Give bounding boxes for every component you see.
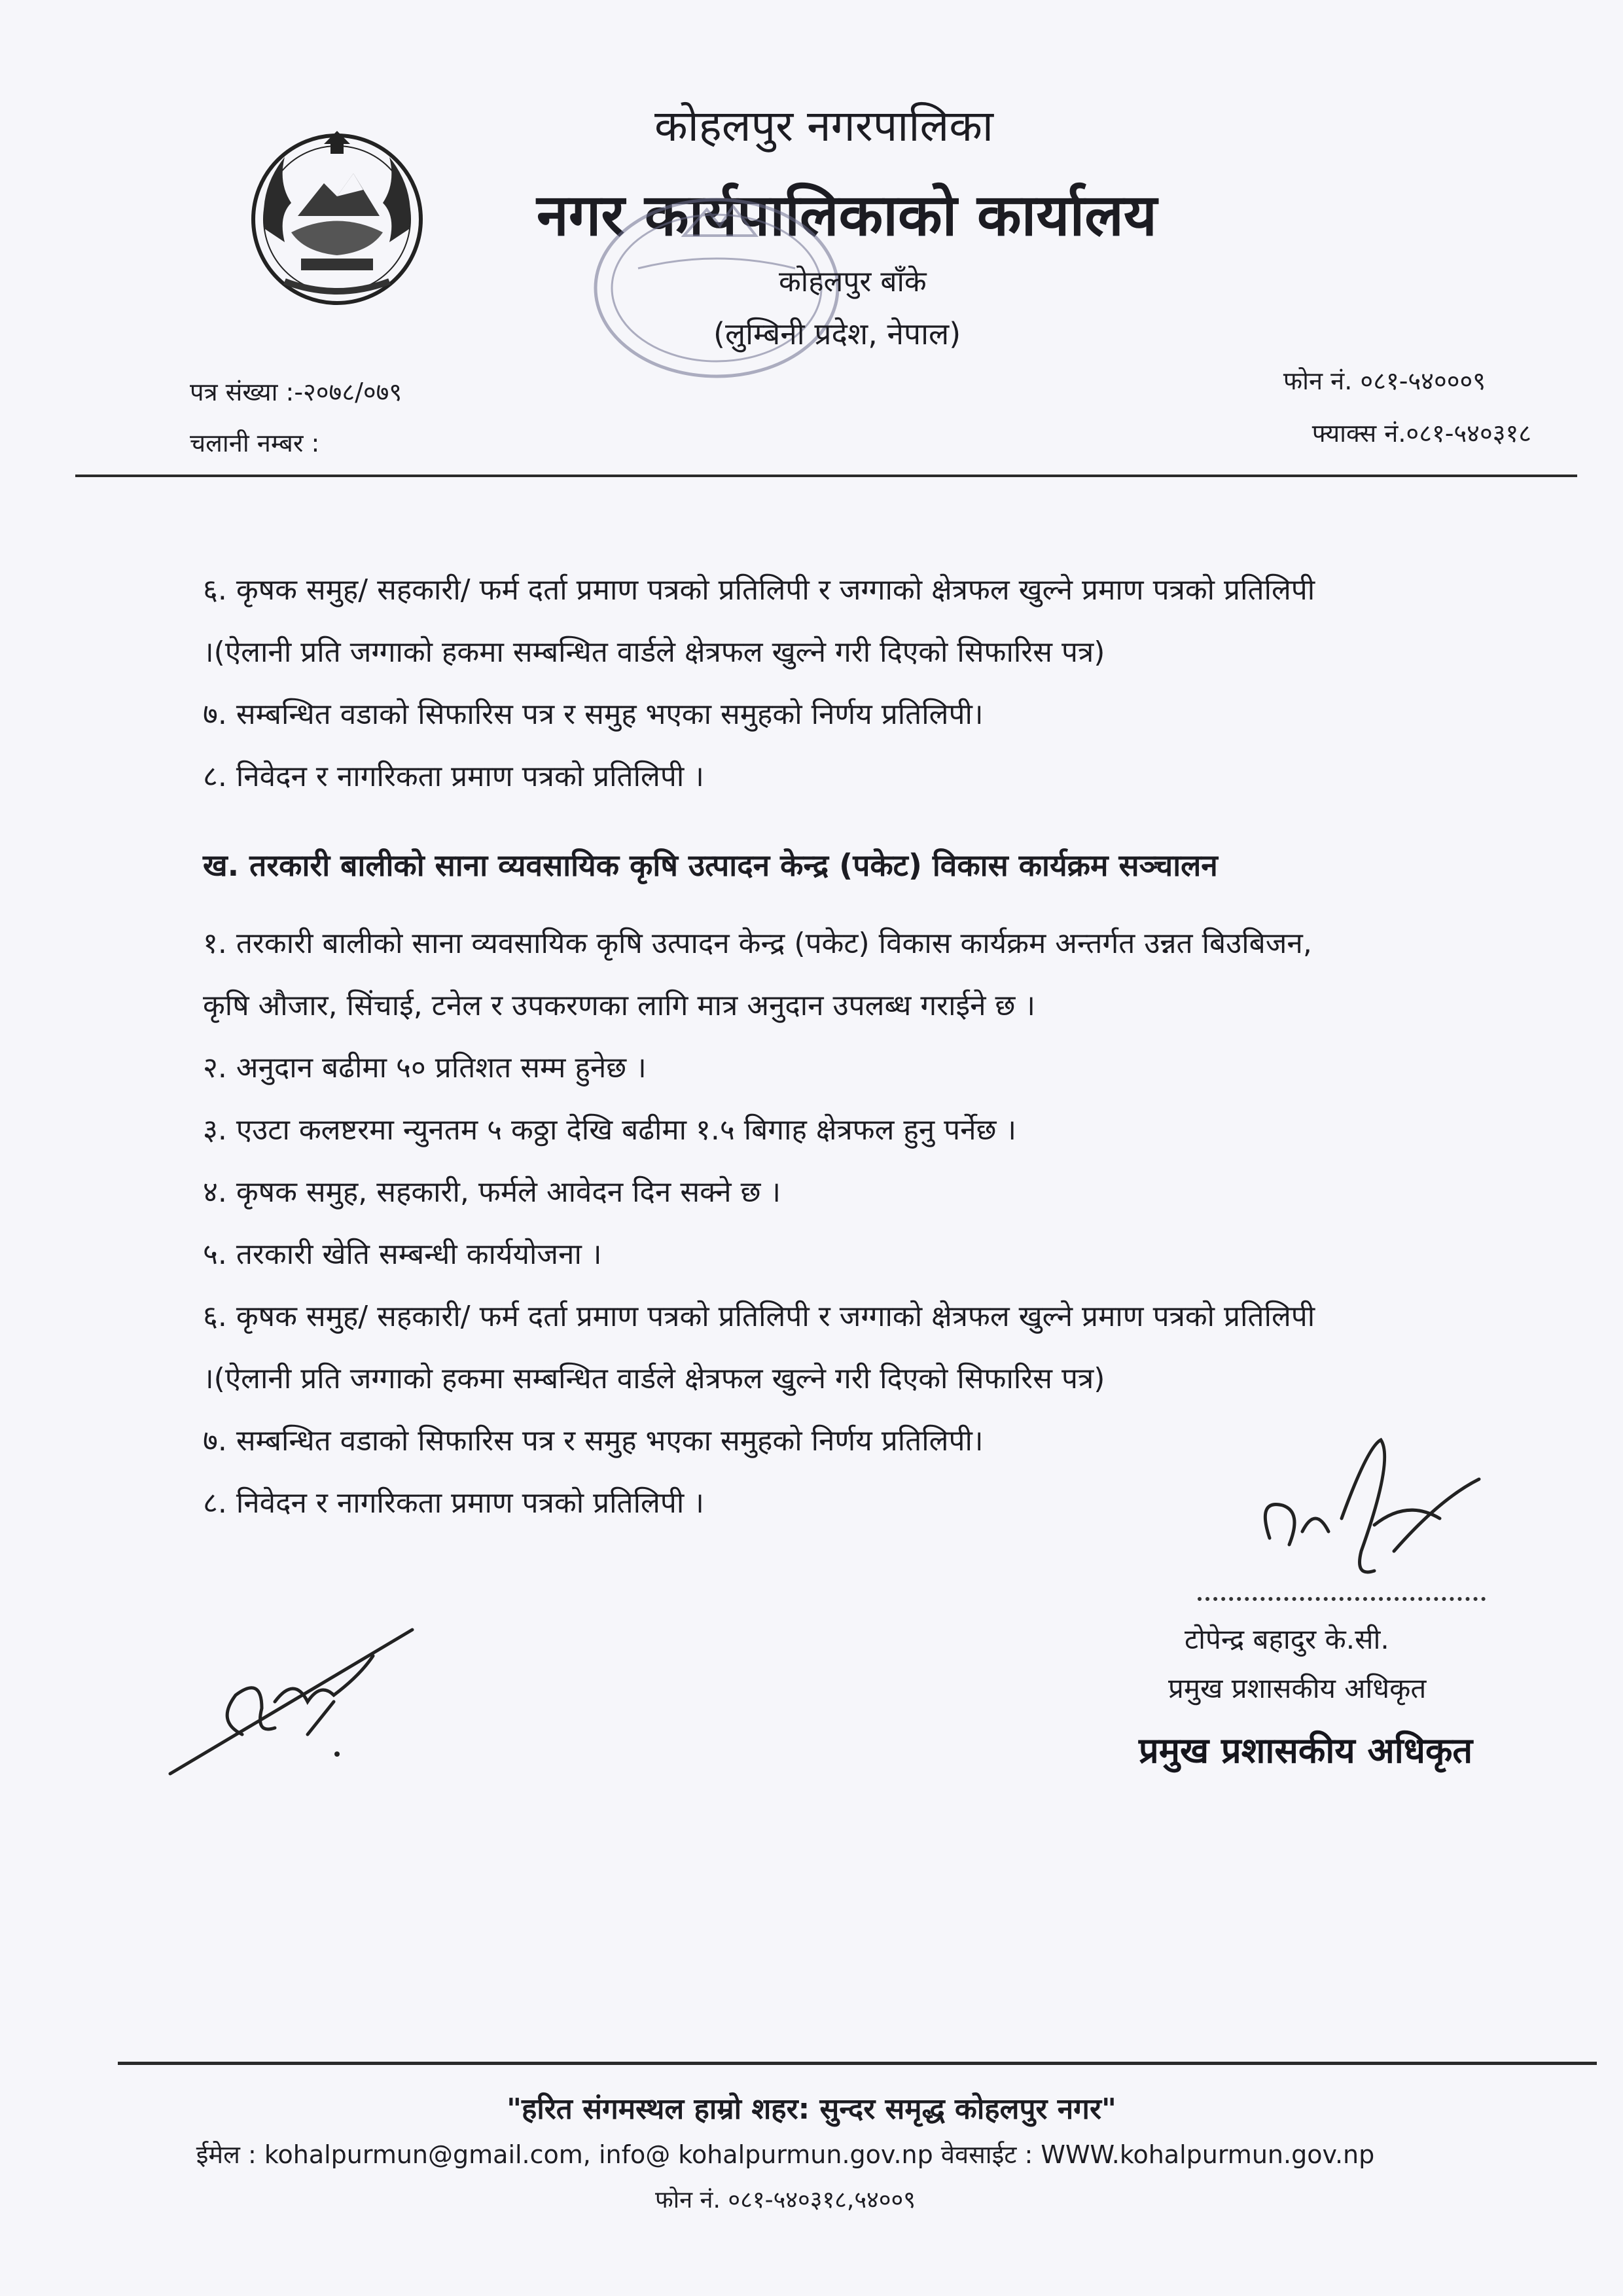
list-item: ६. कृषक समुह/ सहकारी/ फर्म दर्ता प्रमाण पत्रको प्रतिलिपी र जग्गाको क्षेत्रफल खुल्ने प्रमाण पत्रको प्रतिलिपी xyxy=(203,1300,1315,1333)
letter-number: पत्र संख्या :-२०७८/०७९ xyxy=(190,378,402,406)
list-item: कृषि औजार, सिंचाई, टनेल र उपकरणका लागि मात्र अनुदान उपलब्ध गराईने छ । xyxy=(203,989,1036,1022)
footer-phone: फोन नं. ०८१-५४०३१८,५४००९ xyxy=(655,2187,916,2214)
office-fax: फ्याक्स नं.०८१-५४०३१८ xyxy=(1311,419,1531,448)
list-item: ।(ऐलानी प्रति जग्गाको हकमा सम्बन्धित वार्डले क्षेत्रफल खुल्ने गरी दिएको सिफारिस पत्र) xyxy=(203,636,1105,669)
footer-divider xyxy=(118,2062,1597,2065)
header-divider xyxy=(75,475,1577,477)
office-phone: फोन नं. ०८१-५४०००९ xyxy=(1283,367,1486,395)
footer-contact: ईमेल : kohalpurmun@gmail.com, info@ kohalpurmun.gov.np वेवसाईट : WWW.kohalpurmun.gov.np xyxy=(196,2140,1375,2169)
list-item: ७. सम्बन्धित वडाको सिफारिस पत्र र समुह भएका समुहको निर्णय प्रतिलिपी। xyxy=(203,1424,984,1458)
section-heading: ख. तरकारी बालीको साना व्यवसायिक कृषि उत्पादन केन्द्र (पकेट) विकास कार्यक्रम सञ्चालन xyxy=(203,848,1218,883)
list-item: ८. निवेदन र नागरिकता प्रमाण पत्रको प्रतिलिपी । xyxy=(203,1486,704,1520)
list-item: ५. तरकारी खेति सम्बन्धी कार्ययोजना । xyxy=(203,1238,602,1271)
list-item: ७. सम्बन्धित वडाको सिफारिस पत्र र समुह भएका समुहको निर्णय प्रतिलिपी। xyxy=(203,698,984,731)
list-item: ४. कृषक समुह, सहकारी, फर्मले आवेदन दिन सक्ने छ । xyxy=(203,1175,781,1209)
dispatch-number: चलानी नम्बर : xyxy=(190,429,320,457)
officer-signature-icon xyxy=(1243,1420,1492,1590)
list-item: ३. एउटा कलष्टरमा न्युनतम ५ कठ्ठा देखि बढीमा १.५ बिगाह क्षेत्रफल हुनु पर्नेछ । xyxy=(203,1113,1017,1147)
initial-signature-icon xyxy=(164,1604,438,1780)
nepal-emblem-icon xyxy=(239,118,435,314)
office-name: नगर कार्यपालिकाको कार्यालय xyxy=(537,181,1157,249)
signer-title: प्रमुख प्रशासकीय अधिकृत xyxy=(1168,1672,1427,1704)
list-item: १. तरकारी बालीको साना व्यवसायिक कृषि उत्पादन केन्द्र (पकेट) विकास कार्यक्रम अन्तर्गत उन्नत बिउबिजन, xyxy=(203,927,1312,960)
list-item: ६. कृषक समुह/ सहकारी/ फर्म दर्ता प्रमाण पत्रको प्रतिलिपी र जग्गाको क्षेत्रफल खुल्ने प्रमाण पत्रको प्रतिलिपी xyxy=(203,573,1315,607)
office-location: कोहलपुर बाँके xyxy=(779,265,927,298)
footer-slogan: "हरित संगमस्थल हाम्रो शहर: सुन्दर समृद्ध कोहलपुर नगर" xyxy=(507,2092,1116,2126)
office-province: (लुम्बिनी प्रदेश, नेपाल) xyxy=(713,316,961,351)
municipality-name: कोहलपुर नगरपालिका xyxy=(654,101,994,151)
list-item: ।(ऐलानी प्रति जग्गाको हकमा सम्बन्धित वार्डले क्षेत्रफल खुल्ने गरी दिएको सिफारिस पत्र) xyxy=(203,1362,1105,1395)
list-item: २. अनुदान बढीमा ५० प्रतिशत सम्म हुनेछ । xyxy=(203,1051,647,1085)
list-item: ८. निवेदन र नागरिकता प्रमाण पत्रको प्रतिलिपी । xyxy=(203,760,704,793)
signer-name: टोपेन्द्र बहादुर के.सी. xyxy=(1185,1623,1389,1655)
signature-line xyxy=(1198,1597,1486,1601)
designation-stamp: प्रमुख प्रशासकीय अधिकृत xyxy=(1139,1730,1473,1771)
